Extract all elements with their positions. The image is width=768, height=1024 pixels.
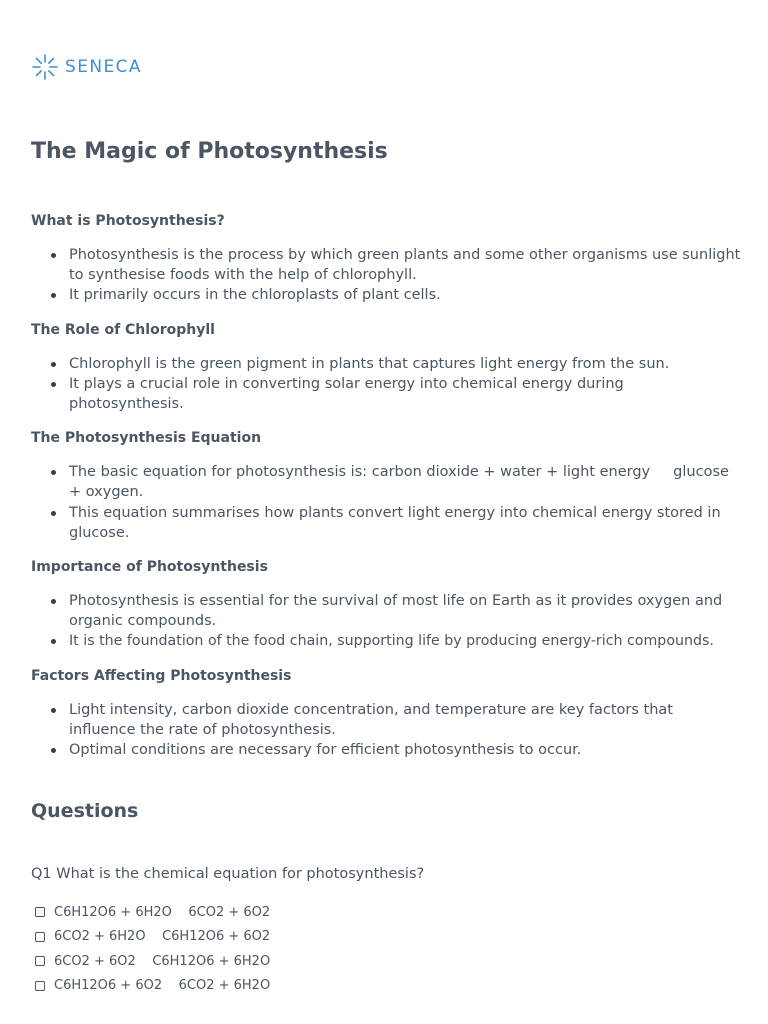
answer-option-label: 6CO2 + 6O2 C6H12O6 + 6H2O (54, 953, 271, 969)
list-item: Light intensity, carbon dioxide concentration, and temperature are key factors that influence the rate of photosynthesis. (69, 700, 741, 740)
checkbox[interactable] (35, 956, 45, 966)
answer-option-label: 6CO2 + 6H2O C6H12O6 + 6O2 (54, 929, 271, 945)
question-text: Q1 What is the chemical equation for photosynthesis? (31, 866, 425, 882)
checkbox[interactable] (35, 907, 45, 917)
list-item: It primarily occurs in the chloroplasts of plant cells. (69, 285, 741, 305)
notes-content (31, 211, 741, 774)
page-title: The Magic of Photosynthesis (31, 139, 388, 164)
brand-name: SENECA (65, 57, 142, 77)
list-item: The basic equation for photosynthesis is: carbon dioxide + water + light energy glucose + oxygen. (69, 462, 741, 502)
seneca-burst-icon (31, 53, 59, 81)
list-item: It is the foundation of the food chain, supporting life by producing energy-rich compounds. (69, 631, 741, 651)
list-item: Chlorophyll is the green pigment in plants that captures light energy from the sun. (69, 354, 741, 374)
answer-option-label: C6H12O6 + 6O2 6CO2 + 6H2O (54, 978, 271, 994)
checkbox[interactable] (35, 981, 45, 991)
seneca-logo[interactable] (31, 53, 142, 81)
section-heading: The Role of Chlorophyll (31, 321, 215, 338)
bullet-list (31, 591, 741, 652)
answer-option[interactable] (31, 974, 270, 999)
list-item: Photosynthesis is essential for the survival of most life on Earth as it provides oxygen and organic compounds. (69, 591, 741, 631)
bullet-list (31, 245, 741, 306)
answer-option[interactable] (31, 925, 270, 950)
checkbox[interactable] (35, 932, 45, 942)
answer-option-label: C6H12O6 + 6H2O 6CO2 + 6O2 (54, 904, 271, 920)
bullet-list (31, 354, 741, 415)
section-heading: What is Photosynthesis? (31, 213, 225, 229)
answer-option[interactable] (31, 900, 270, 925)
questions-heading: Questions (31, 800, 139, 822)
section-heading: Importance of Photosynthesis (31, 559, 268, 576)
section-heading: The Photosynthesis Equation (31, 430, 262, 447)
list-item: Photosynthesis is the process by which green plants and some other organisms use sunlight to synthesise foods with the help of chlorophyll. (69, 245, 741, 285)
list-item: This equation summarises how plants convert light energy into chemical energy stored in glucose. (69, 503, 741, 543)
answer-option[interactable] (31, 949, 270, 974)
answer-options (31, 900, 270, 998)
bullet-list (31, 700, 741, 761)
bullet-list (31, 462, 741, 543)
section-heading: Factors Affecting Photosynthesis (31, 667, 292, 684)
list-item: It plays a crucial role in converting solar energy into chemical energy during photosynthesis. (69, 374, 741, 414)
list-item: Optimal conditions are necessary for efficient photosynthesis to occur. (69, 740, 741, 760)
